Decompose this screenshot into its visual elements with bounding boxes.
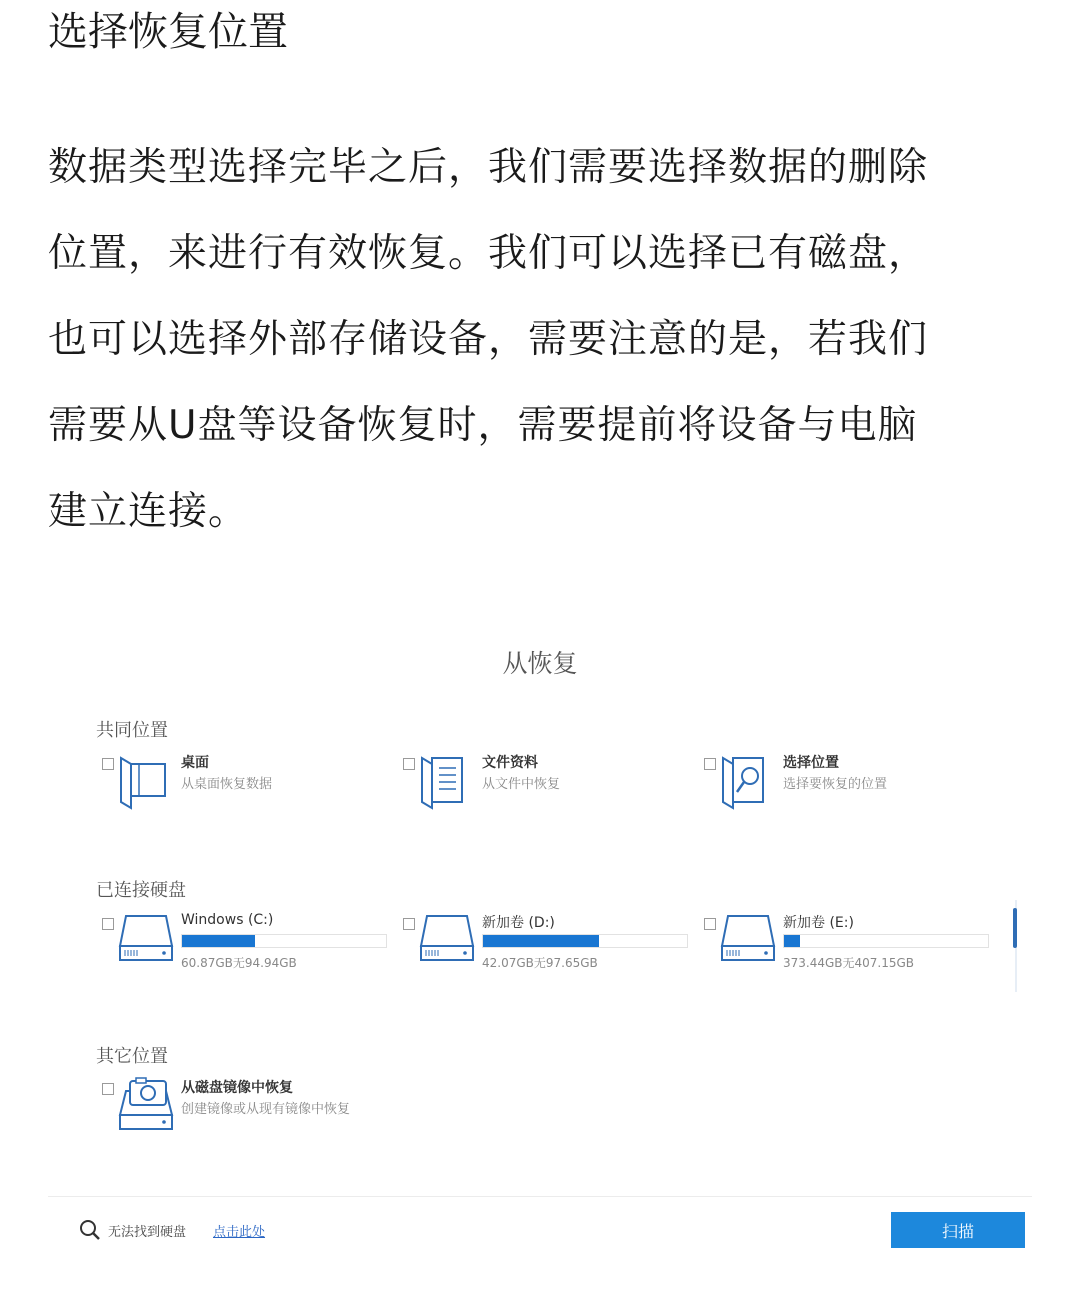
paragraph-line: 数据类型选择完毕之后，我们需要选择数据的删除 [48,145,929,190]
documents-checkbox[interactable] [403,758,415,770]
drive-e[interactable] [700,912,1000,976]
desktop-checkbox[interactable] [102,758,114,770]
drive-c[interactable] [98,912,398,976]
footer-divider [48,1196,1032,1197]
hard-drive-icon [419,912,475,964]
scan-button[interactable]: 扫描 [891,1212,1025,1248]
location-subtitle: 创建镜像或从现有镜像中恢复 [181,1102,351,1117]
drive-name: 新加卷 (E:) [783,915,854,931]
disk-image-checkbox[interactable] [102,1083,114,1095]
click-here-link[interactable]: 点击此处 [213,1225,266,1240]
drive-e-checkbox[interactable] [704,918,716,930]
search-icon [78,1218,102,1242]
drive-usage-bar [181,934,387,948]
drives-scrollbar-thumb[interactable] [1013,908,1017,948]
folder-search-icon [720,752,772,812]
paragraph-line: 需要从U盘等设备恢复时，需要提前将设备与电脑 [48,403,918,448]
drive-usage-bar [482,934,688,948]
location-title: 桌面 [181,755,209,771]
paragraph-line: 也可以选择外部存储设备，需要注意的是，若我们 [48,317,929,362]
paragraph-line: 位置，来进行有效恢复。我们可以选择已有磁盘， [48,231,929,276]
location-disk-image[interactable] [98,1077,398,1147]
section-label-drives: 已连接硬盘 [96,880,186,901]
drive-usage-fill [182,935,255,947]
location-title: 选择位置 [783,755,839,771]
dialog-title: 从恢复 [502,649,578,678]
drive-free-space: 373.44GB无407.15GB [783,956,915,970]
drive-usage-fill [483,935,599,947]
choose-location-checkbox[interactable] [704,758,716,770]
section-label-other: 其它位置 [96,1046,168,1067]
drive-free-space: 60.87GB无94.94GB [181,956,297,970]
drive-d-checkbox[interactable] [403,918,415,930]
drive-usage-fill [784,935,800,947]
location-title: 文件资料 [482,755,538,771]
location-desktop[interactable] [98,752,398,822]
hard-drive-icon [118,912,174,964]
article-title: 选择恢复位置 [48,9,288,55]
location-subtitle: 从文件中恢复 [482,777,561,792]
paragraph-line: 建立连接。 [48,489,249,534]
desktop-folder-icon [118,752,170,812]
drive-usage-bar [783,934,989,948]
drive-name: 新加卷 (D:) [482,915,555,931]
drive-name: Windows (C:) [181,912,274,928]
location-documents[interactable] [399,752,699,822]
location-title: 从磁盘镜像中恢复 [181,1080,293,1096]
recovery-dialog [48,630,1032,1270]
location-subtitle: 选择要恢复的位置 [783,777,888,792]
drive-c-checkbox[interactable] [102,918,114,930]
hard-drive-icon [720,912,776,964]
drive-d[interactable] [399,912,699,976]
disk-image-camera-icon [118,1077,174,1133]
drive-free-space: 42.07GB无97.65GB [482,956,598,970]
location-choose[interactable] [700,752,1000,822]
documents-folder-icon [419,752,471,812]
cannot-find-drive-text: 无法找到硬盘 [108,1225,187,1240]
section-label-common: 共同位置 [96,720,168,741]
location-subtitle: 从桌面恢复数据 [181,777,273,792]
article-paragraph [48,125,1048,555]
